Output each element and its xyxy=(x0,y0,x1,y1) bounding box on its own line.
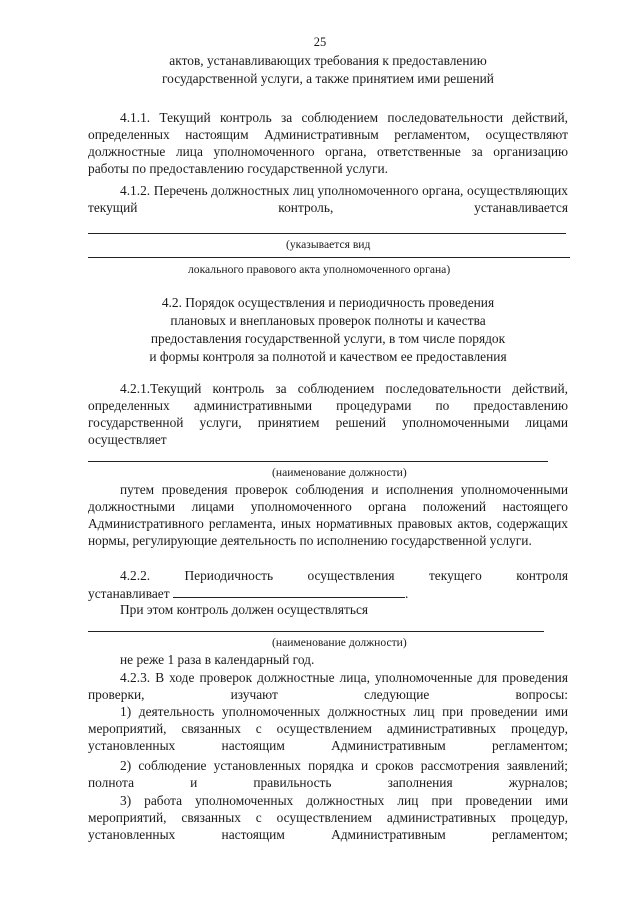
fill-in-line xyxy=(88,631,544,632)
paragraph-4-2-2-frequency: не реже 1 раза в календарный год. xyxy=(120,652,315,667)
paragraph-4-2-1: 4.2.1.Текущий контроль за соблюдением последовательности действий, определенных административными процедурами по предоставлению государственной услуги, принятием решений уполномоченными лицами осуществляет xyxy=(88,381,568,447)
paragraph-4-2-1-continuation: путем проведения проверок соблюдения и исполнения уполномоченными должностными лицами уполномоченного органа положений настоящего Административного регламента, иных нормативных правовых актов, содержащих нормы, регулирующие деятельность по исполнению государственной услуги. xyxy=(88,482,568,548)
caption-act-type: (указывается вид xyxy=(286,238,371,251)
section-4-2-title-line-2: плановых и внеплановых проверок полноты и качества xyxy=(170,313,486,328)
fill-in-line xyxy=(88,461,548,462)
list-item-2: 2) соблюдение установленных порядка и сроков рассмотрения заявлений; полнота и правильность заполнения журналов; xyxy=(88,758,568,790)
caption-local-act: локального правового акта уполномоченного органа) xyxy=(188,263,451,276)
caption-position-name: (наименование должности) xyxy=(272,636,407,649)
paragraph-4-1-1: 4.1.1. Текущий контроль за соблюдением последовательности действий, определенных настоящим Административным регламентом, осуществляют должностные лица уполномоченного органа, ответственные за организацию работы по предоставлению государственной услуги. xyxy=(88,110,568,176)
paragraph-4-2-3: 4.2.3. В ходе проверок должностные лица, уполномоченные для проведения проверки, изучают следующие вопросы: xyxy=(88,670,568,702)
fill-in-line xyxy=(173,585,405,598)
section-4-2-title-line-1: 4.2. Порядок осуществления и периодичность проведения xyxy=(161,295,495,310)
paragraph-4-2-2-control: При этом контроль должен осуществляться xyxy=(120,602,369,617)
paragraph-4-2-2: 4.2.2. Периодичность осуществления текущего контроля xyxy=(120,568,568,583)
fill-in-line xyxy=(88,233,566,234)
list-item-1: 1) деятельность уполномоченных должностных лиц при проведении ими мероприятий, связанных с осуществлением административных процедур, установленных настоящим Административным регламентом; xyxy=(88,704,568,753)
list-item-3: 3) работа уполномоченных должностных лиц при проведении ими мероприятий, связанных с осуществлением административных процедур, установленных настоящим Административным регламентом; xyxy=(88,793,568,842)
paragraph-4-1-2: 4.1.2. Перечень должностных лиц уполномоченного органа, осуществляющих текущий контроль, устанавливается xyxy=(88,183,568,215)
paragraph-4-2-2-establishes: устанавливает . xyxy=(88,586,409,601)
page-number: 25 xyxy=(313,35,327,49)
heading-continuation-line-1: актов, устанавливающих требования к предоставлению xyxy=(169,53,487,68)
fill-in-line xyxy=(88,257,570,258)
caption-position-name: (наименование должности) xyxy=(272,466,407,479)
heading-continuation-line-2: государственной услуги, а также принятием ими решений xyxy=(162,71,494,86)
section-4-2-title-line-3: предоставления государственной услуги, в том числе порядок xyxy=(150,331,506,346)
section-4-2-title-line-4: и формы контроля за полнотой и качеством ее предоставления xyxy=(149,349,507,364)
